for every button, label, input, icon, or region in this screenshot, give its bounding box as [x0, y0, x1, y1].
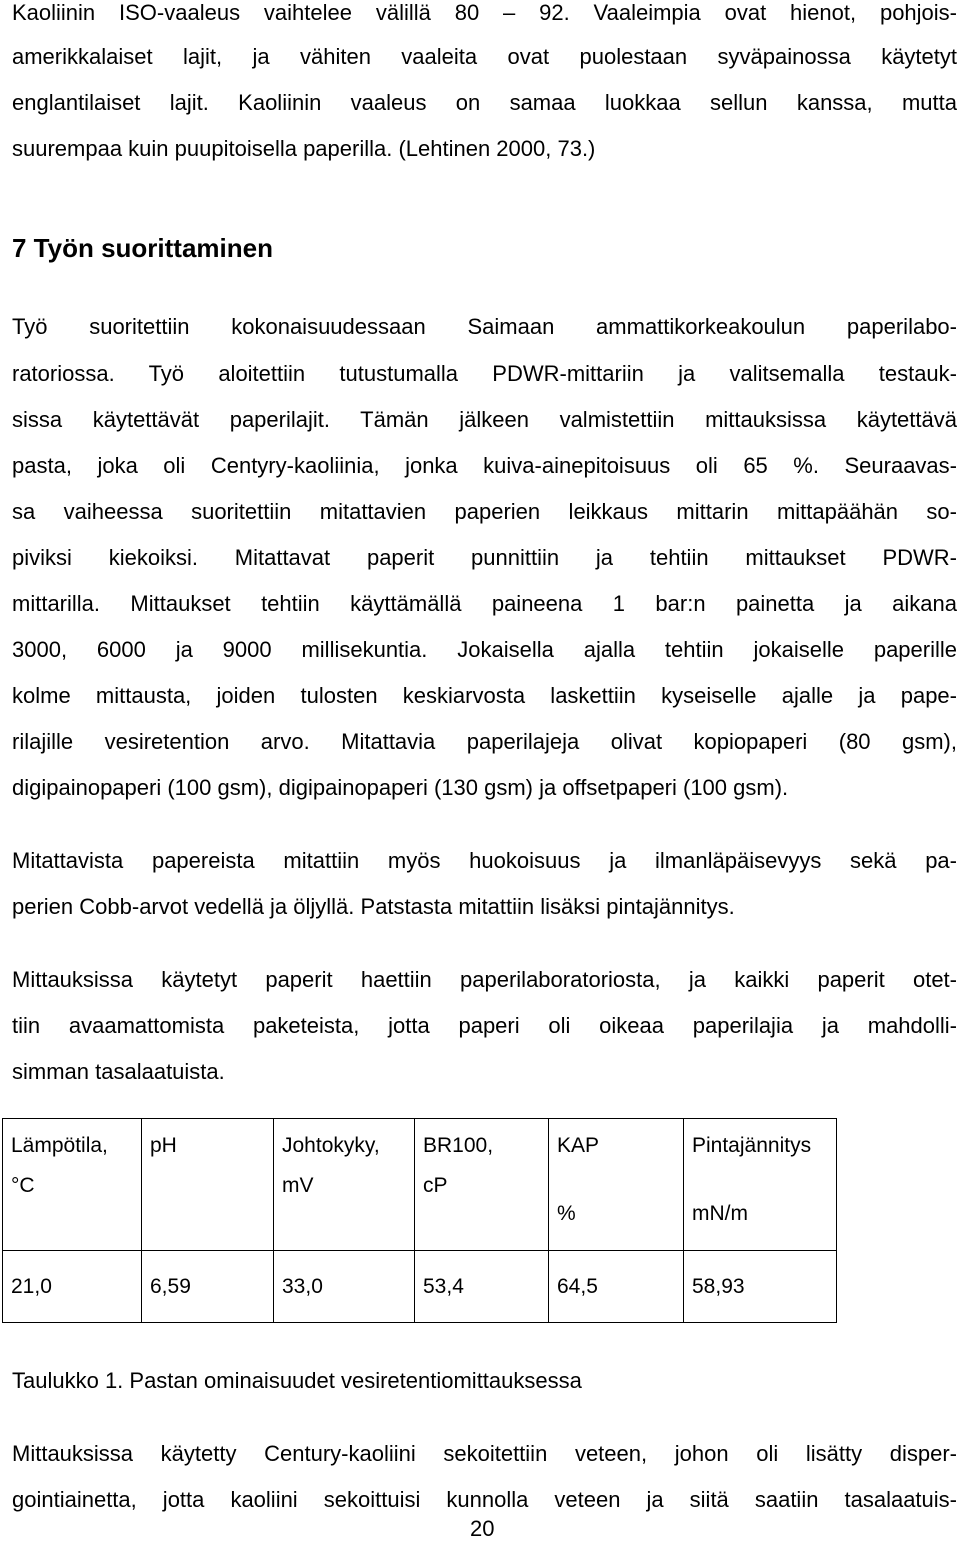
section-heading: 7 Työn suorittaminen	[12, 233, 273, 263]
table-cell: 58,93	[684, 1251, 837, 1323]
text-line: Työ suoritettiin kokonaisuudessaan Saimaan ammattikorkeakoulun paperilabo-	[12, 314, 957, 339]
header-unit: mN/m	[692, 1202, 748, 1225]
text-line: 3000, 6000 ja 9000 millisekuntia. Jokaisella ajalla tehtiin jokaiselle paperille	[12, 637, 957, 662]
header-label: KAP	[557, 1134, 600, 1157]
text-line: Kaoliinin ISO-vaaleus vaihtelee välillä 80 – 92. Vaaleimpia ovat hienot, pohjois-	[12, 0, 957, 25]
table-header-row	[3, 1119, 837, 1251]
text-line: digipainopaperi (100 gsm), digipainopaperi (130 gsm) ja offsetpaperi (100 gsm).	[12, 775, 789, 800]
text-line: perien Cobb-arvot vedellä ja öljyllä. Patstasta mitattiin lisäksi pintajännitys.	[12, 894, 735, 919]
table-cell: 6,59	[142, 1251, 274, 1323]
header-label: Lämpötila,	[11, 1134, 108, 1157]
header-unit: cP	[423, 1174, 448, 1197]
table-cell: 64,5	[549, 1251, 684, 1323]
header-label: pH	[150, 1134, 177, 1157]
text-line: piviksi kiekoiksi. Mitattavat paperit punnittiin ja tehtiin mittaukset PDWR-	[12, 545, 957, 570]
text-line: Mitattavista papereista mitattiin myös huokoisuus ja ilmanläpäisevyys sekä pa-	[12, 848, 957, 873]
table-cell: 53,4	[415, 1251, 549, 1323]
header-cell-kap	[549, 1119, 684, 1251]
header-label: Johtokyky,	[282, 1134, 380, 1157]
header-cell-viscosity	[415, 1119, 549, 1251]
header-cell-conductivity	[274, 1119, 415, 1251]
header-cell-temperature	[3, 1119, 142, 1251]
header-label: BR100,	[423, 1134, 494, 1157]
table-row	[3, 1251, 837, 1323]
text-line: mittarilla. Mittaukset tehtiin käyttämällä paineena 1 bar:n painetta ja aikana	[12, 591, 957, 616]
text-line: Mittauksissa käytetty Century-kaoliini sekoitettiin veteen, johon oli lisätty disper-	[12, 1441, 957, 1466]
header-cell-surface-tension	[684, 1119, 837, 1251]
text-line: gointiainetta, jotta kaoliini sekoittuisi kunnolla veteen ja siitä saatiin tasalaatuis-	[12, 1487, 957, 1512]
header-label: Pintajännitys	[692, 1134, 812, 1157]
table-cell: 33,0	[274, 1251, 415, 1323]
text-line: englantilaiset lajit. Kaoliinin vaaleus on samaa luokkaa sellun kanssa, mutta	[12, 90, 957, 115]
header-unit: mV	[282, 1174, 314, 1197]
text-line: sa vaiheessa suoritettiin mitattavien paperien leikkaus mittarin mittapäähän so-	[12, 499, 957, 524]
text-line: amerikkalaiset lajit, ja vähiten vaaleita ovat puolestaan syväpainossa käytetyt	[12, 44, 957, 69]
table-cell: 21,0	[3, 1251, 142, 1323]
header-cell-ph	[142, 1119, 274, 1251]
paste-properties-table	[2, 1118, 837, 1323]
text-line: suurempaa kuin puupitoisella paperilla. (Lehtinen 2000, 73.)	[12, 136, 596, 161]
text-line: Mittauksissa käytetyt paperit haettiin paperilaboratoriosta, ja kaikki paperit otet-	[12, 967, 957, 992]
text-line: pasta, joka oli Centyry-kaoliinia, jonka kuiva-ainepitoisuus oli 65 %. Seuraavas-	[12, 453, 957, 478]
text-line: rilajille vesiretention arvo. Mitattavia paperilajeja olivat kopiopaperi (80 gsm),	[12, 729, 957, 754]
text-line: ratoriossa. Työ aloitettiin tutustumalla PDWR-mittariin ja valitsemalla testauk-	[12, 361, 957, 386]
text-line: simman tasalaatuista.	[12, 1059, 225, 1084]
header-unit: %	[557, 1202, 576, 1225]
text-line: sissa käytettävät paperilajit. Tämän jälkeen valmistettiin mittauksissa käytettävä	[12, 407, 957, 432]
header-unit: °C	[11, 1174, 35, 1197]
page-number: 20	[470, 1516, 495, 1541]
table-caption: Taulukko 1. Pastan ominaisuudet vesiretentiomittauksessa	[12, 1368, 582, 1393]
text-line: tiin avaamattomista paketeista, jotta paperi oli oikeaa paperilajia ja mahdolli-	[12, 1013, 957, 1038]
text-line: kolme mittausta, joiden tulosten keskiarvosta laskettiin kyseiselle ajalle ja pape-	[12, 683, 957, 708]
